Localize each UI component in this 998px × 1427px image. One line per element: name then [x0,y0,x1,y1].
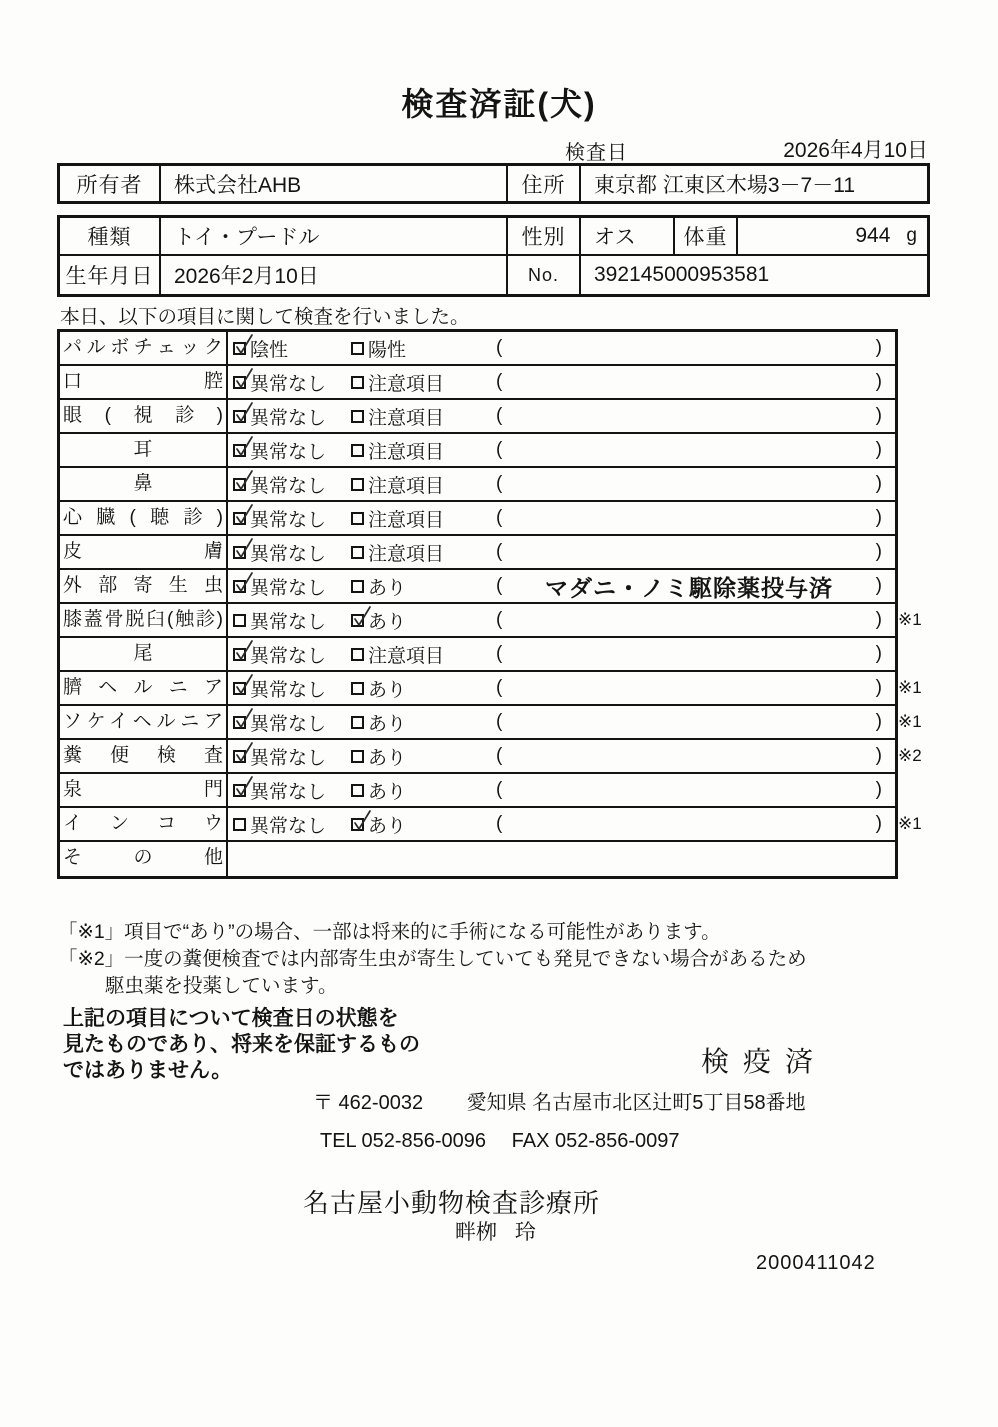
inspection-option-secondary [351,573,496,600]
inspection-row [60,332,895,366]
paren-close-mark: ) [875,813,882,834]
inspection-option-secondary [351,403,496,430]
inspection-item-label: 臍ヘルニア [60,672,228,704]
footnote-1: 「※1」項目で“あり”の場合、一部は将来的に手術になる可能性があります。 [58,921,721,943]
owner-table [57,163,930,204]
paren-open-mark: ( [496,371,503,392]
inspection-item-label: パルボチェック [60,332,228,364]
inspection-options [228,400,895,432]
page-title: 検査済証(犬) [401,86,597,122]
inspection-option-secondary [351,471,496,498]
inspection-options [228,332,895,364]
paren-close-mark: ) [875,371,882,392]
footnotes [58,919,807,1000]
address-value: 東京都 江東区木場3－7－11 [594,173,855,197]
clinic-tel: TEL 052-856-0096 [320,1130,487,1152]
inspection-option-primary [233,811,351,838]
paren-open-mark: ( [496,405,503,426]
inspection-item-label: 膝蓋骨脱臼(触診) [60,604,228,636]
paren-open-mark: ( [496,643,503,664]
checkbox-icon [351,750,364,763]
paren-close-mark: ) [875,779,882,800]
option-label: 異常なし [250,543,327,565]
inspection-option-primary [233,335,351,362]
inspection-item-label: インコウ [60,808,228,840]
inspection-row [60,502,895,536]
inspection-row [60,536,895,570]
inspection-row [60,468,895,502]
inspection-option-primary [233,403,351,430]
breed-value: トイ・プードル [161,218,508,254]
option-label: 注意項目 [368,645,445,667]
inspection-option-primary [233,471,351,498]
weight-label: 体重 [675,218,738,254]
inspection-options [228,774,895,806]
inspection-row [60,672,922,706]
inspection-option-secondary [351,811,496,838]
checkbox-icon [233,410,246,423]
option-label: 異常なし [250,713,327,735]
inspection-options [228,672,895,704]
option-label: 注意項目 [368,441,445,463]
owner-value: 株式会社AHB [161,166,508,201]
postal-code: 〒 462-0032 [313,1092,424,1114]
paren-close-mark: ) [875,337,882,358]
checkbox-icon [233,716,246,729]
inspection-options [228,740,895,772]
option-label: 注意項目 [368,543,445,565]
footnote-2-continued: 駆虫薬を投薬しています。 [105,975,338,997]
inspection-option-primary [233,675,351,702]
ref-mark: ※1 [898,678,922,697]
option-label: 異常なし [250,577,327,599]
checkbox-icon [233,376,246,389]
inspection-row [60,434,895,468]
inspection-item-label: 耳 [60,434,228,466]
breed-label: 種類 [60,218,161,254]
no-value: 392145000953581 [594,263,770,286]
paren-open-mark: ( [496,337,503,358]
checkbox-icon [351,716,364,729]
weight-number: 944 [855,224,891,247]
clinic-name: 名古屋小動物検査診療所 [303,1188,601,1218]
option-label: 陰性 [250,339,289,361]
checkbox-icon [233,546,246,559]
checkbox-icon [233,512,246,525]
paren-open-mark: ( [496,507,503,528]
no-label: No. [508,256,581,294]
paren-close-mark: ) [875,575,882,596]
option-label: 異常なし [250,441,327,463]
paren-close-mark: ) [875,711,882,732]
owner-row [60,166,927,201]
birth-value: 2026年2月10日 [161,256,508,294]
inspection-item-label: 口腔 [60,366,228,398]
inspection-table [57,329,922,879]
inspection-option-secondary [351,539,496,566]
inspection-row [60,706,922,740]
inspection-option-primary [233,607,351,634]
inspection-option-primary [233,437,351,464]
option-label: 注意項目 [368,509,445,531]
option-label: 異常なし [250,815,327,837]
checkbox-icon [351,444,364,457]
inspection-option-primary [233,505,351,532]
inspection-row [60,604,922,638]
option-label: 異常なし [250,645,327,667]
paren-open-mark: ( [496,711,503,732]
owner-label: 所有者 [60,166,161,201]
inspection-options [228,536,895,568]
option-label: あり [368,747,407,769]
checkbox-icon [351,818,364,831]
paren-close-mark: ) [875,405,882,426]
checkbox-icon [351,376,364,389]
inspection-option-primary [233,743,351,770]
checkbox-icon [351,614,364,627]
paren-close-mark: ) [875,745,882,766]
inspection-item-label: その他 [60,842,228,876]
inspection-item-label: 糞便検査 [60,740,228,772]
inspection-options [228,366,895,398]
inspection-item-label: 尾 [60,638,228,670]
sex-value: オス [581,218,675,254]
option-label: 注意項目 [368,373,445,395]
checkbox-icon [233,614,246,627]
checkbox-icon [233,750,246,763]
option-label: 異常なし [250,509,327,531]
inspection-option-secondary [351,437,496,464]
ref-mark: ※1 [898,610,922,629]
checkbox-icon [351,342,364,355]
checkbox-icon [351,784,364,797]
checkbox-icon [233,818,246,831]
inspection-option-primary [233,777,351,804]
inspection-item-label: 鼻 [60,468,228,500]
option-label: あり [368,781,407,803]
inspection-option-primary [233,709,351,736]
inspection-option-secondary [351,641,496,668]
inspection-options [228,604,895,636]
inspection-options [228,706,895,738]
paren-open-mark: ( [496,609,503,630]
option-label: 異常なし [250,747,327,769]
disclaimer [63,1006,420,1084]
weight-value [738,218,927,254]
paren-open-mark: ( [496,541,503,562]
option-label: あり [368,577,407,599]
inspection-option-primary [233,573,351,600]
inspection-option-secondary [351,335,496,362]
clinic-fax: FAX 052-856-0097 [511,1130,680,1152]
clinic-address: 愛知県 名古屋市北区辻町5丁目58番地 [466,1092,806,1114]
paren-open-mark: ( [496,677,503,698]
inspection-row [60,638,895,672]
inspection-item-label: 皮膚 [60,536,228,568]
option-label: 注意項目 [368,475,445,497]
intro-sentence: 本日、以下の項目に関して検査を行いました。 [60,306,470,328]
inspection-option-secondary [351,369,496,396]
inspection-options [228,570,895,602]
animal-row-2 [60,256,927,294]
ref-mark: ※1 [898,814,922,833]
paren-open-mark: ( [496,745,503,766]
option-label: あり [368,713,407,735]
inspection-option-secondary [351,675,496,702]
exam-date-value: 2026年4月10日 [783,139,928,162]
paren-note: マダニ・ノミ駆除薬投与済 [545,574,833,601]
option-label: あり [368,815,407,837]
paren-open-mark: ( [496,779,503,800]
inspection-options [228,434,895,466]
checkbox-icon [351,682,364,695]
animal-row-1 [60,218,927,256]
animal-table [57,215,930,297]
inspection-options [228,638,895,670]
checkbox-icon [233,478,246,491]
option-label: 異常なし [250,679,327,701]
exam-date-row [57,134,930,164]
checkbox-icon [351,546,364,559]
disclaimer-line-2: 見たものであり、将来を保証するもの [63,1033,420,1056]
inspection-option-primary [233,641,351,668]
inspection-item-label: 泉門 [60,774,228,806]
paren-open-mark: ( [496,575,503,596]
option-label: 異常なし [250,781,327,803]
checkbox-icon [233,342,246,355]
checkbox-icon [351,410,364,423]
paren-close-mark: ) [875,609,882,630]
paren-close-mark: ) [875,507,882,528]
sex-label: 性別 [508,218,581,254]
paren-open-mark: ( [496,813,503,834]
inspection-row [60,740,922,774]
inspection-item-label: 外部寄生虫 [60,570,228,602]
paren-close-mark: ) [875,439,882,460]
checkbox-icon [233,784,246,797]
option-label: 異常なし [250,475,327,497]
option-label: あり [368,679,407,701]
paren-open-mark: ( [496,439,503,460]
inspection-option-secondary [351,743,496,770]
clinic-address-line [313,1086,806,1115]
option-label: 異常なし [250,407,327,429]
birth-label: 生年月日 [60,256,161,294]
ref-mark: ※1 [898,712,922,731]
inspection-option-secondary [351,777,496,804]
option-label: 注意項目 [368,407,445,429]
option-label: あり [368,611,407,633]
checkbox-icon [233,580,246,593]
checkbox-icon [351,512,364,525]
exam-date-label: 検査日 [565,142,628,164]
inspection-item-label: ソケイヘルニア [60,706,228,738]
paren-close-mark: ) [875,643,882,664]
veterinarian-name: 畔栁 玲 [455,1221,536,1244]
disclaimer-line-3: ではありません。 [63,1059,233,1082]
inspection-option-secondary [351,607,496,634]
weight-unit: g [906,225,917,246]
inspection-row [60,842,895,876]
inspection-row [60,774,895,808]
address-label: 住所 [508,166,581,201]
checkbox-icon [351,580,364,593]
checkbox-icon [233,444,246,457]
inspection-row [60,366,895,400]
clinic-phone-line [320,1130,680,1153]
paren-close-mark: ) [875,473,882,494]
inspection-options [228,842,895,876]
inspection-option-primary [233,539,351,566]
inspection-row [60,400,895,434]
option-label: 異常なし [250,373,327,395]
paren-close-mark: ) [875,541,882,562]
inspection-option-secondary [351,505,496,532]
inspection-item-label: 眼(視診) [60,400,228,432]
disclaimer-line-1: 上記の項目について検査日の状態を [63,1007,399,1030]
checkbox-icon [351,478,364,491]
inspection-row [60,570,895,604]
inspection-item-label: 心臓(聴診) [60,502,228,534]
inspection-option-primary [233,369,351,396]
inspection-option-secondary [351,709,496,736]
inspection-options [228,502,895,534]
footnote-2: 「※2」一度の糞便検査では内部寄生虫が寄生していても発見できない場合があるため [58,948,807,970]
checkbox-icon [233,648,246,661]
option-label: 異常なし [250,611,327,633]
quarantine-stamp: 検疫済 [701,1046,828,1077]
checkbox-icon [233,682,246,695]
paren-close-mark: ) [875,677,882,698]
inspection-options [228,468,895,500]
option-label: 陽性 [368,339,407,361]
inspection-options [228,808,895,840]
checkbox-icon [351,648,364,661]
serial-number: 2000411042 [756,1252,876,1274]
inspection-row [60,808,922,842]
paren-open-mark: ( [496,473,503,494]
ref-mark: ※2 [898,746,922,765]
